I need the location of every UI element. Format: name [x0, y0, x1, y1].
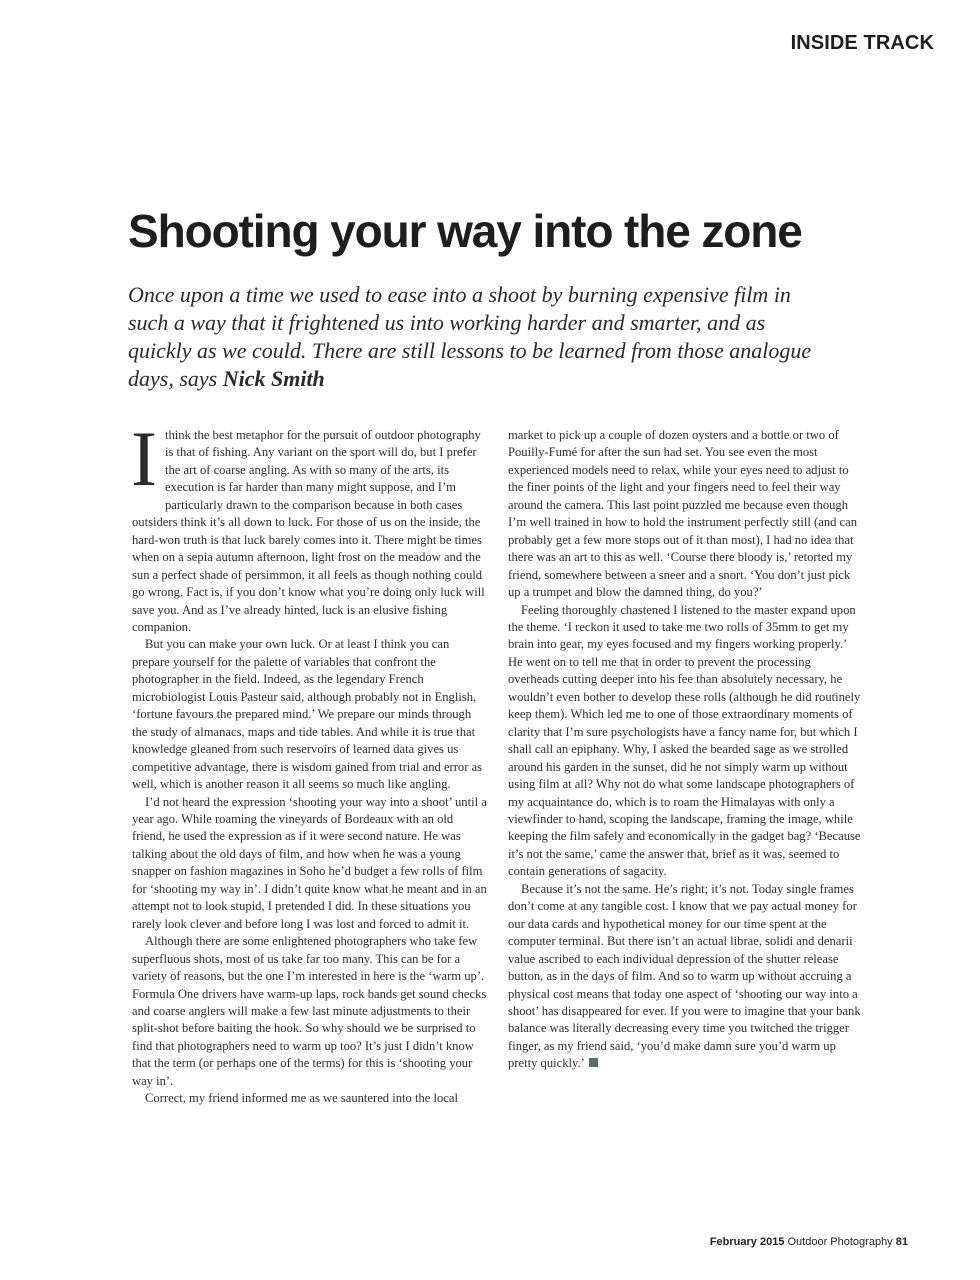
body-paragraph: Correct, my friend informed me as we sauntered into the local: [145, 1091, 458, 1106]
headline: Shooting your way into the zone: [128, 205, 802, 257]
page-number: 81: [895, 1236, 908, 1248]
body-paragraph: market to pick up a couple of dozen oysters and a bottle or two of Pouilly-Fumé for after the sun had set. You see even the most experienced models need to relax, while your eyes need to adjust to the finer points of the light and your fingers need to feel their way around the camera. This last point puzzled me because even though I’m well trained in how to hold the instrument perfectly still (and can probably get a few more stops out of it than most), I had no idea that there was an art to this as well. ‘Course there bloody is,’ retorted my friend, somewhere between a sneer and a snort. ‘You don’t just pick up a trumpet and blow the damned thing, do you?’: [508, 428, 858, 600]
body-column-right: [508, 427, 863, 1073]
body-paragraph: [131, 415, 487, 636]
body-paragraph: I’d not heard the expression ‘shooting your way into a shoot’ until a year ago. While roaming the vineyards of Bordeaux with an old friend, he used the expression as if it were second nature. He was talking about the old days of film, and how when he was a young snapper on fashion magazines in Soho he’d budget a few rolls of film for ‘shooting my way in’. I didn’t quite know what he meant and in an attempt not to look stupid, I pretended I did. In these situations you rarely look clever and before long I was lost and forced to admit it.: [132, 794, 487, 931]
body-paragraph: [508, 881, 863, 1073]
magazine-name: Outdoor Photography: [787, 1236, 893, 1248]
end-of-article-mark: [589, 1058, 598, 1067]
body-paragraph: But you can make your own luck. Or at least I think you can prepare yourself for the palette of variables that confront the photographer in the field. Indeed, as the legendary French microbiologist Louis Pasteur said, although probably not in English, ‘fortune favours the prepared mind.’ We prepare our minds through the study of almanacs, maps and tide tables. And while it is true that knowledge gleaned from such reservoirs of learned data gives us competitive advantage, there is wisdom gained from trial and error as well, which is another reason it all seems so much like angling.: [132, 637, 483, 792]
author-name: Nick Smith: [222, 366, 325, 391]
body-paragraph: Although there are some enlightened photographers who take few superfluous shots, most of us take far too many. This can be for a variety of reasons, but the one I’m interested in here is the ‘warm up’. Formula One drivers have warm-up laps, rock bands get sound checks and coarse anglers will make a few last minute adjustments to their split-shot before baiting the hook. So why should we be surprised to find that photographers need to warm up too? It’s just I didn’t know that the term (or perhaps one of the terms) for this is ‘shooting your way in’.: [132, 934, 487, 1088]
paragraph-text: think the best metaphor for the pursuit of outdoor photography is that of fishing. Any variant on the sport will do, but I prefer the art of coarse angling. As with so many of the arts, its execution is far harder than many might suppose, and I’m particularly drawn to the comparison because in both cases outsiders think it’s all down to luck. For those of us on the inside, the hard-won truth is that luck barely comes into it. There might be times when on a sepia autumn afternoon, light frost on the meadow and the sun a perfect shade of persimmon, it all feels as though nothing could go wrong. Fact is, if you don’t know what you’re doing only luck will save you. And as I’ve already hinted, luck is an elusive fishing companion.: [132, 428, 485, 634]
body-paragraph: Feeling thoroughly chastened I listened to the master expand upon the theme. ‘I reckon it used to take me two rolls of 35mm to get my brain into gear, my eyes focused and my fingers working properly.’ He went on to tell me that in order to prevent the processing overheads cutting deeper into his fee than absolutely necessary, he wouldn’t even bother to develop these rolls (although he did routinely keep them). Which led me to one of those extraordinary moments of clarity that I’m sure psychologists have a fancy name for, but which I shall call an epiphany. Why, I asked the bearded sage as we strolled around his garden in the sunset, did he not simply warm up without using film at all? Why not do what some landscape photographers of my acquaintance do, which is to roam the Himalayas with only a viewfinder to hand, scoping the landscape, framing the image, while keeping the film safely and economically in the gadget bag? ‘Because it’s not the same,’ came the answer that, brief as it was, seemed to contain generations of sagacity.: [508, 602, 861, 879]
body-column-left: [131, 415, 487, 1108]
paragraph-text: Because it’s not the same. He’s right; it’s not. Today single frames don’t come at any tangible cost. I know that we pay actual money for our data cards and hypothetical money for our time spent at the computer terminal. But there isn’t an actual librae, solidi and denarii value ascribed to each individual depression of the shutter release button, as in the days of film. And so to warm up without accruing a physical cost means that today one aspect of ‘shooting our way into a shoot’ has disappeared for ever. If you were to imagine that your bank balance was literally decreasing every time you twitched the trigger finger, as my friend said, ‘you’d make damn sure you’d warm up pretty quickly.’: [508, 881, 861, 1071]
drop-cap: I: [131, 415, 157, 502]
issue-date: February 2015: [709, 1236, 785, 1248]
section-label: INSIDE TRACK: [790, 32, 934, 54]
page-footer: [710, 1236, 908, 1248]
standfirst-text: Once upon a time we used to ease into a shoot by burning expensive film in such a way that it frightened us into working harder and smarter, and as quickly as we could. There are still lessons to be learned from those analogue days, says: [128, 282, 812, 391]
standfirst: [128, 281, 818, 393]
